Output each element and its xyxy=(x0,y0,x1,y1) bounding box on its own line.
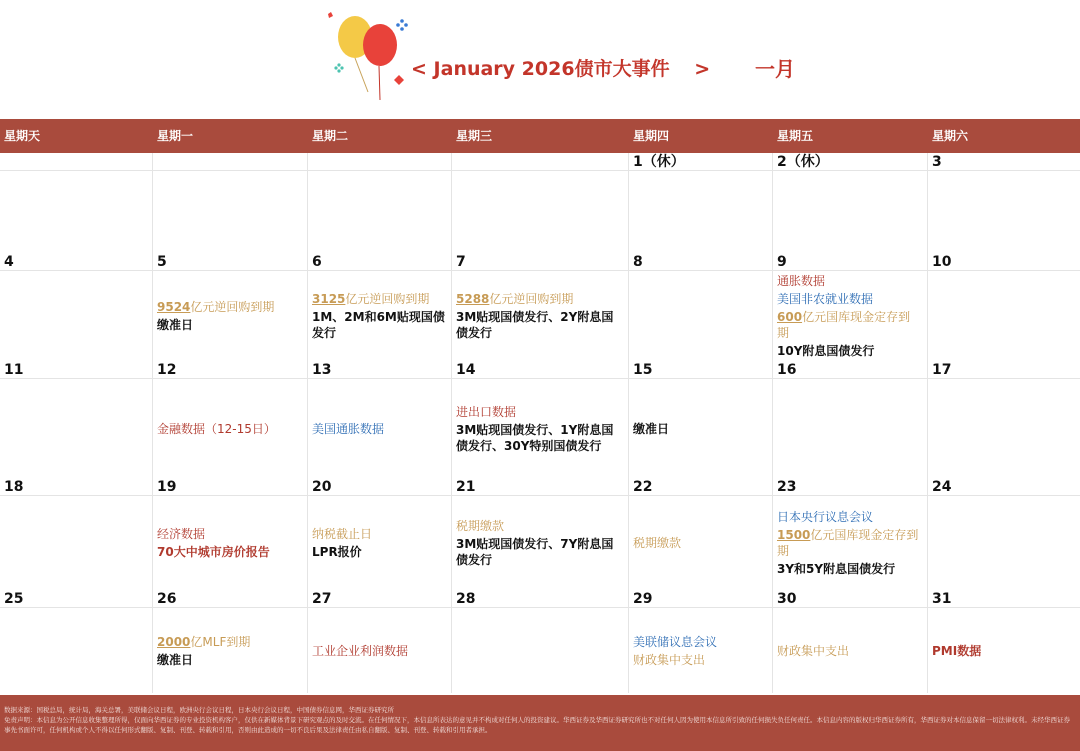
weekday-label: 星期六 xyxy=(932,129,969,143)
day-events xyxy=(456,171,622,253)
calendar-event[interactable] xyxy=(157,634,301,650)
day-cell[interactable] xyxy=(928,253,1080,361)
day-events xyxy=(633,171,766,253)
day-number: 16 xyxy=(773,361,927,379)
day-cell[interactable] xyxy=(0,590,153,693)
calendar-header xyxy=(0,0,1080,118)
day-cell[interactable] xyxy=(452,361,629,478)
event-text: 亿元国库现金定存到期 xyxy=(777,528,919,558)
day-number: 4 xyxy=(0,253,152,271)
day-events xyxy=(157,496,301,590)
day-number: 25 xyxy=(0,590,152,608)
footer-disclaimer: 免责声明：本信息为公开信息收集整理所得，仅面向华西证券的专业投资机构客户，仅供在新媒体背景下研究观点的及时交流。在任何情况下，本信息所表达的意见并不构成对任何人的投资建议。华西证券及华西证券研究所也不对任何人因为使用本信息所引致的任何损失负任何责任。本信息内容的版权归华西证券所有，华西证券对本信息保留一切法律权利。未经华西证券事先书面许可，任何机构或个人不得以任何形式翻版、复制、刊登、转载和引用，否则由此造成的一切不良后果及法律责任由私自翻版、复制、刊登、转载和引用者承担。 xyxy=(4,716,1070,734)
day-number: 27 xyxy=(308,590,451,608)
day-number: 22 xyxy=(629,478,772,496)
calendar-event[interactable]: 经济数据 xyxy=(157,527,206,541)
day-cell[interactable] xyxy=(928,478,1080,590)
weekday-label: 星期三 xyxy=(456,129,493,143)
calendar-event[interactable] xyxy=(777,527,921,559)
event-amount: 600 xyxy=(777,310,803,324)
weekday-label: 星期一 xyxy=(157,129,194,143)
day-number: 29 xyxy=(629,590,772,608)
day-events xyxy=(777,608,921,693)
calendar-event[interactable]: 工业企业利润数据 xyxy=(312,643,409,658)
day-number xyxy=(0,153,152,171)
event-text: 亿元逆回购到期 xyxy=(345,292,430,306)
day-number: 30 xyxy=(773,590,927,608)
day-cell[interactable] xyxy=(0,478,153,590)
day-number: 2（休） xyxy=(773,153,927,171)
day-cell[interactable] xyxy=(153,590,308,693)
day-events xyxy=(932,171,1074,253)
event-amount: 5288 xyxy=(456,292,490,306)
day-cell[interactable] xyxy=(773,253,928,361)
day-events xyxy=(4,171,146,253)
week-row xyxy=(0,253,1080,361)
day-events xyxy=(312,608,445,693)
day-cell[interactable] xyxy=(0,253,153,361)
day-number: 7 xyxy=(452,253,628,271)
event-text: 亿元国库现金定存到期 xyxy=(777,310,911,340)
day-cell[interactable] xyxy=(0,153,153,253)
calendar-event[interactable]: 3M贴现国债发行、1Y附息国债发行、30Y特别国债发行 xyxy=(456,422,614,453)
day-number xyxy=(308,153,451,171)
footer xyxy=(0,695,1080,751)
calendar-event[interactable] xyxy=(312,291,445,307)
calendar-event[interactable]: 税期缴款 xyxy=(456,519,505,533)
day-events xyxy=(456,379,622,478)
day-cell[interactable] xyxy=(452,253,629,361)
day-cell[interactable] xyxy=(0,361,153,478)
day-events xyxy=(777,171,921,253)
day-number: 8 xyxy=(629,253,772,271)
day-cell[interactable] xyxy=(629,253,773,361)
event-text: 亿元逆回购到期 xyxy=(190,300,275,314)
weekday-label: 星期五 xyxy=(777,129,814,143)
day-number: 17 xyxy=(928,361,1080,379)
calendar-event[interactable]: 3Y和5Y附息国债发行 xyxy=(777,562,896,576)
day-number: 18 xyxy=(0,478,152,496)
day-number: 10 xyxy=(928,253,1080,271)
month-label: 一月 xyxy=(755,57,795,81)
day-events xyxy=(777,379,921,478)
calendar-event[interactable]: 美国非农就业数据 xyxy=(777,292,874,306)
day-cell[interactable] xyxy=(773,153,928,253)
title-text: January 2026债市大事件 xyxy=(433,58,670,80)
day-number: 5 xyxy=(153,253,307,271)
day-cell[interactable] xyxy=(452,153,629,253)
day-cell[interactable] xyxy=(928,590,1080,693)
day-events xyxy=(157,171,301,253)
day-events xyxy=(932,496,1074,590)
day-number: 20 xyxy=(308,478,451,496)
calendar-event[interactable]: 纳税截止日 xyxy=(312,527,373,541)
week-row xyxy=(0,361,1080,478)
weekday-label: 星期天 xyxy=(4,129,41,143)
calendar-title xyxy=(411,54,710,84)
event-amount: 2000 xyxy=(157,634,191,649)
footer-source: 数据来源：国税总局，统计局，海关总署，美联储会议日程，欧洲央行会议日程，日本央行会议日程，中国债券信息网，华西证券研究所 xyxy=(4,706,394,714)
day-events xyxy=(777,496,921,590)
day-number: 13 xyxy=(308,361,451,379)
day-events xyxy=(932,271,1074,361)
day-events xyxy=(312,496,445,590)
day-cell[interactable] xyxy=(308,361,452,478)
day-cell[interactable] xyxy=(308,478,452,590)
calendar-event[interactable]: PMI数据 xyxy=(932,643,982,658)
day-cell[interactable] xyxy=(153,253,308,361)
day-events xyxy=(456,271,622,361)
week-row xyxy=(0,590,1080,693)
day-events xyxy=(4,271,146,361)
calendar-event[interactable] xyxy=(777,309,921,341)
day-events xyxy=(4,496,146,590)
calendar-event[interactable]: 1M、2M和6M贴现国债发行 xyxy=(312,310,445,340)
balloons-icon xyxy=(322,12,412,104)
calendar-event[interactable]: 财政集中支出 xyxy=(777,643,850,658)
day-number: 26 xyxy=(153,590,307,608)
week-row xyxy=(0,153,1080,253)
day-cell[interactable] xyxy=(773,478,928,590)
calendar-event[interactable]: 3M贴现国债发行、7Y附息国债发行 xyxy=(456,537,614,567)
day-cell[interactable] xyxy=(928,153,1080,253)
day-cell[interactable] xyxy=(629,361,773,478)
day-cell[interactable] xyxy=(452,478,629,590)
event-amount: 1500 xyxy=(777,528,811,542)
day-number: 11 xyxy=(0,361,152,379)
day-events xyxy=(157,271,301,361)
day-number: 21 xyxy=(452,478,628,496)
day-cell[interactable] xyxy=(153,478,308,590)
day-events xyxy=(312,171,445,253)
calendar-event[interactable]: LPR报价 xyxy=(312,545,362,559)
day-cell[interactable] xyxy=(629,590,773,693)
calendar-event[interactable]: 美国通胀数据 xyxy=(312,421,385,436)
calendar-event[interactable] xyxy=(456,291,622,307)
weekday-label: 星期四 xyxy=(633,129,670,143)
event-amount: 3125 xyxy=(312,292,346,306)
day-events xyxy=(633,379,766,478)
day-events xyxy=(157,608,301,693)
day-cell[interactable] xyxy=(308,153,452,253)
calendar-event[interactable]: 美联储议息会议 xyxy=(633,634,718,649)
day-events xyxy=(4,608,146,693)
calendar-grid xyxy=(0,153,1080,693)
day-events xyxy=(633,496,766,590)
day-number: 1（休） xyxy=(629,153,772,171)
calendar-event[interactable]: 缴准日 xyxy=(633,421,670,436)
day-number: 9 xyxy=(773,253,927,271)
calendar-event[interactable]: 10Y附息国债发行 xyxy=(777,344,875,358)
day-cell[interactable] xyxy=(153,361,308,478)
day-number: 28 xyxy=(452,590,628,608)
event-text: 亿元逆回购到期 xyxy=(489,292,574,306)
calendar-event[interactable]: 税期缴款 xyxy=(633,536,682,550)
day-events xyxy=(4,379,146,478)
day-number xyxy=(153,153,307,171)
day-events xyxy=(932,608,1074,693)
weekday-header-bar xyxy=(0,119,1080,153)
day-number: 31 xyxy=(928,590,1080,608)
calendar-event[interactable]: 通胀数据 xyxy=(777,274,826,288)
prev-month-button[interactable]: < xyxy=(411,58,427,80)
calendar-event[interactable]: 财政集中支出 xyxy=(633,652,706,667)
calendar-event[interactable]: 金融数据（12-15日） xyxy=(157,421,276,436)
day-number: 24 xyxy=(928,478,1080,496)
event-amount: 9524 xyxy=(157,300,191,314)
calendar-event[interactable] xyxy=(157,299,301,315)
day-events xyxy=(932,379,1074,478)
day-number: 6 xyxy=(308,253,451,271)
day-events xyxy=(456,496,622,590)
day-cell[interactable] xyxy=(928,361,1080,478)
weekday-label: 星期二 xyxy=(312,129,349,143)
next-month-button[interactable]: > xyxy=(694,58,711,80)
day-number: 19 xyxy=(153,478,307,496)
day-events xyxy=(633,271,766,361)
event-text: 亿MLF到期 xyxy=(190,634,251,649)
day-number xyxy=(452,153,628,171)
calendar-event[interactable]: 日本央行议息会议 xyxy=(777,510,874,524)
day-cell[interactable] xyxy=(629,153,773,253)
day-number: 23 xyxy=(773,478,927,496)
calendar-event[interactable]: 3M贴现国债发行、2Y附息国债发行 xyxy=(456,310,614,340)
day-number: 15 xyxy=(629,361,772,379)
day-cell[interactable] xyxy=(452,590,629,693)
day-cell[interactable] xyxy=(773,590,928,693)
day-number: 14 xyxy=(452,361,628,379)
calendar-event[interactable]: 缴准日 xyxy=(157,652,194,667)
day-cell[interactable] xyxy=(773,361,928,478)
day-events xyxy=(456,608,622,693)
day-cell[interactable] xyxy=(153,153,308,253)
day-events xyxy=(633,608,766,693)
day-events xyxy=(157,379,301,478)
day-events xyxy=(777,271,921,361)
calendar-event[interactable]: 缴准日 xyxy=(157,318,194,332)
day-events xyxy=(312,271,445,361)
calendar-event[interactable]: 进出口数据 xyxy=(456,404,517,419)
day-cell[interactable] xyxy=(308,253,452,361)
day-cell[interactable] xyxy=(308,590,452,693)
day-events xyxy=(312,379,445,478)
calendar-event[interactable]: 70大中城市房价报告 xyxy=(157,545,270,559)
week-row xyxy=(0,478,1080,590)
day-number: 12 xyxy=(153,361,307,379)
day-number: 3 xyxy=(928,153,1080,171)
day-cell[interactable] xyxy=(629,478,773,590)
